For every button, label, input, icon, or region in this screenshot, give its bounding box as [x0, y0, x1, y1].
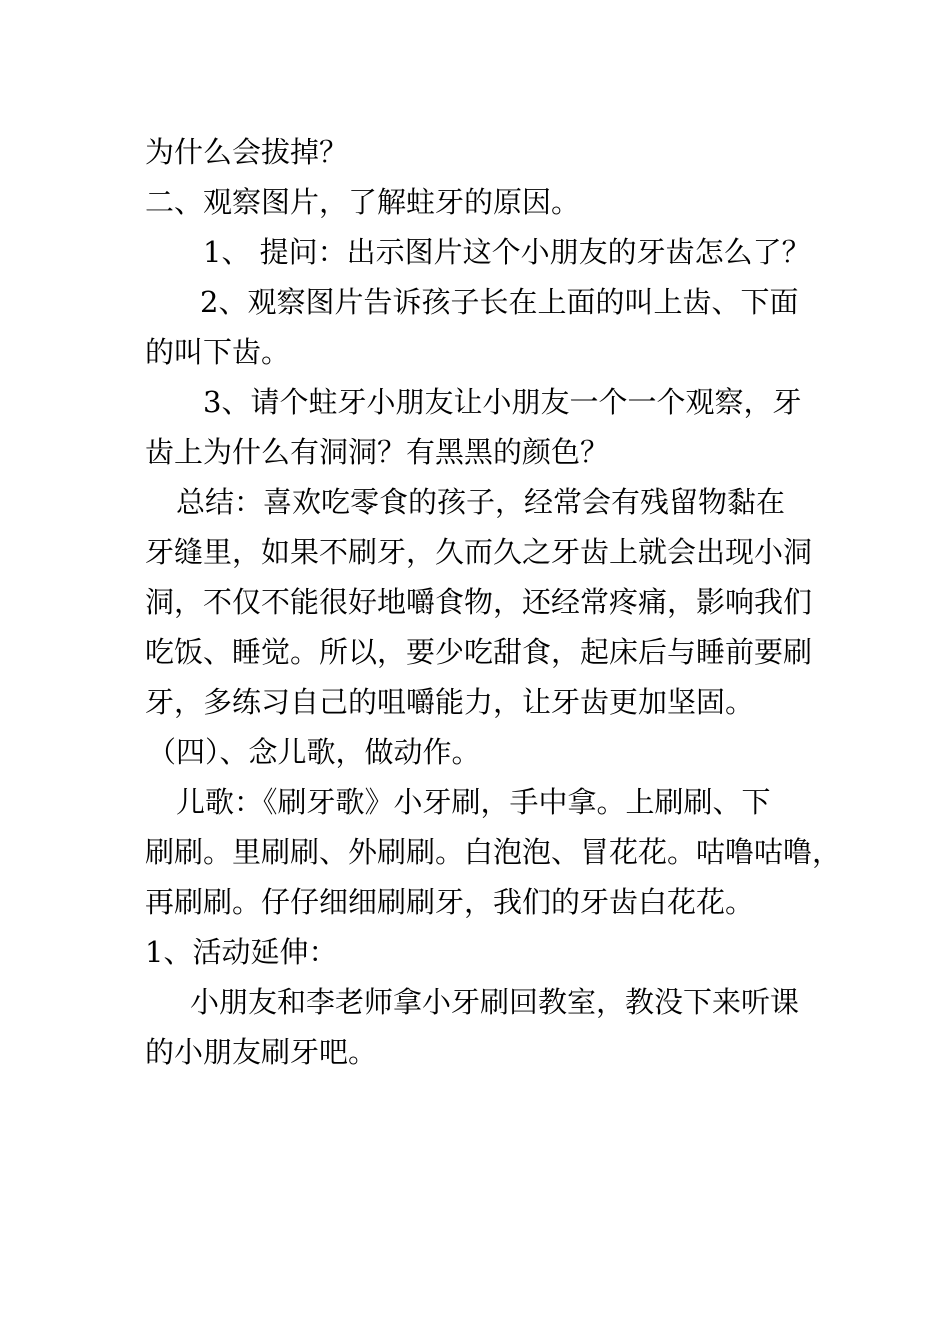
text-line: 刷刷。里刷刷、外刷刷。白泡泡、冒花花。咕噜咕噜， — [145, 835, 842, 869]
section-heading: 1、活动延伸： — [145, 935, 338, 969]
text-line: 的小朋友刷牙吧。 — [145, 1035, 378, 1069]
list-item: 2、观察图片告诉孩子长在上面的叫上齿、下面 — [200, 285, 799, 319]
section-heading: （四）、念儿歌，做动作。 — [147, 735, 481, 769]
text-line: 吃饭、睡觉。所以，要少吃甜食，起床后与睡前要刷 — [145, 635, 813, 669]
text-line: 牙，多练习自己的咀嚼能力，让牙齿更加坚固。 — [145, 685, 755, 719]
text-line: 牙缝里，如果不刷牙，久而久之牙齿上就会出现小洞 — [145, 535, 813, 569]
text-line: 洞，不仅不能很好地嚼食物，还经常疼痛，影响我们 — [145, 585, 813, 619]
text-line: 齿上为什么有洞洞？有黑黑的颜色？ — [145, 435, 610, 469]
list-item: 1、 提问：出示图片这个小朋友的牙齿怎么了？ — [203, 235, 811, 269]
extension-paragraph: 小朋友和李老师拿小牙刷回教室，教没下来听课 — [190, 985, 800, 1019]
section-heading: 二、观察图片，了解蛀牙的原因。 — [145, 185, 581, 219]
text-line: 再刷刷。仔仔细细刷刷牙，我们的牙齿白花花。 — [145, 885, 755, 919]
list-item: 3、请个蛀牙小朋友让小朋友一个一个观察，牙 — [203, 385, 802, 419]
text-line: 为什么会拔掉？ — [145, 135, 349, 169]
text-line: 的叫下齿。 — [145, 335, 291, 369]
nursery-rhyme: 儿歌：《刷牙歌》小牙刷，手中拿。上刷刷、下 — [176, 785, 771, 819]
summary-paragraph: 总结：喜欢吃零食的孩子，经常会有残留物黏在 — [176, 485, 786, 519]
